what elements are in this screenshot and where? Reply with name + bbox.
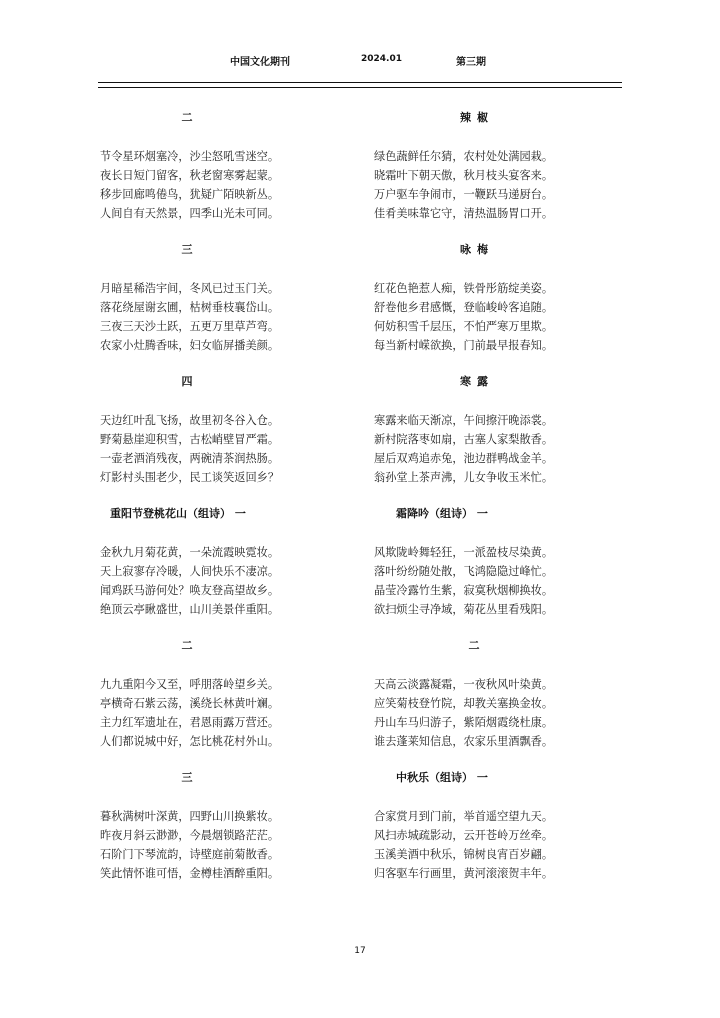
poem-line: 三夜三天沙土跃，五更万里草芦弯。 [100, 320, 280, 333]
poem-title: 二 [468, 639, 486, 652]
poem [372, 364, 632, 496]
poem-title: 二 [181, 639, 195, 652]
poem-line: 合家赏月到门前，举首遥空望九天。 [374, 810, 554, 823]
poem-line: 天高云淡露凝霜，一夜秋风叶染黄。 [374, 678, 554, 691]
poem [372, 628, 632, 760]
poem-lines [100, 411, 279, 487]
poem-line: 一壶老酒消残夜，两碗清茶润热肠。 [100, 452, 280, 465]
poem-line: 月暗星稀浩宇间，冬风已过玉门关。 [100, 282, 280, 295]
poem-line: 移步回廊鸣倦鸟，犹疑广陌映新丛。 [100, 188, 280, 201]
poem-line: 寒露来临天渐凉，午间擦汗晚添裳。 [374, 414, 554, 427]
poem-title: 辣椒 [460, 111, 494, 124]
poem-line: 落花绕屋谢玄圃，枯树垂枝襄岱山。 [100, 301, 280, 314]
poem [372, 100, 632, 232]
poem-line: 人间自有天然景，四季山光未可同。 [100, 207, 280, 220]
poem-line: 野菊悬崖迎积雪，古松峭壁冒严霜。 [100, 433, 280, 446]
poem-line: 欲扫烦尘寻净域，菊花丛里看残阳。 [374, 603, 554, 616]
poem-line: 暮秋满树叶深黄，四野山川换紫妆。 [100, 810, 280, 823]
poem-lines [374, 279, 553, 355]
poem-line: 人们都说城中好，怎比桃花村外山。 [100, 735, 280, 748]
poem-lines [100, 675, 279, 751]
poem [372, 760, 632, 892]
poem-line: 笑此情怀谁可悟，金樽桂酒醉重阳。 [100, 867, 280, 880]
poem-title: 霜降吟（组诗） 一 [396, 507, 488, 520]
poem-line: 翁孙堂上茶声沸，儿女争收玉米忙。 [374, 471, 554, 484]
poem-line: 节令星环烟塞冷，沙尘怒吼雪迷空。 [100, 150, 280, 163]
poem-line: 昨夜月斜云渺渺，今晨烟锁路茫茫。 [100, 829, 280, 842]
poem-line: 屋后双鸡追赤兔，池边群鸭战金羊。 [374, 452, 554, 465]
poem-line: 佳肴美味靠它守，清热温肠胃口开。 [374, 207, 554, 220]
poem-line: 亭横奇石紫云荡，溪绕长林黄叶斓。 [100, 697, 280, 710]
poem [372, 496, 632, 628]
poem-line: 绿色蔬鲜任尔猜，农村处处满园栽。 [374, 150, 554, 163]
poem-line: 每当新村嵘欲换，门前最早报春知。 [374, 339, 554, 352]
poem-line: 归客驱车行画里，黄河滚滚贺丰年。 [374, 867, 554, 880]
poem-line: 晓霜叶下朝天傲，秋月枝头宴客来。 [374, 169, 554, 182]
poem-line: 谁去蓬莱知信息，农家乐里酒飘香。 [374, 735, 554, 748]
poem-title: 四 [181, 375, 195, 388]
issue-date: 2024.01 [361, 54, 402, 64]
poem-title: 中秋乐（组诗） 一 [396, 771, 488, 784]
poem-line: 舒卷他乡君感慨，登临峻岭客追随。 [374, 301, 554, 314]
poem [98, 364, 358, 496]
poem-title: 三 [181, 243, 195, 256]
poem-line: 农家小灶腾香味，妇女临屏播美颜。 [100, 339, 280, 352]
poem-title: 重阳节登桃花山（组诗） 一 [110, 507, 246, 520]
poem [372, 232, 632, 364]
poem-line: 晶莹冷露竹生紫，寂寞秋烟柳换妆。 [374, 584, 554, 597]
poem-lines [374, 147, 553, 223]
running-header [0, 53, 720, 69]
poem-title: 咏梅 [460, 243, 494, 256]
poem-lines [100, 543, 279, 619]
journal-title: 中国文化期刊 [230, 57, 290, 68]
poem [98, 496, 358, 628]
poem [98, 760, 358, 892]
poem-lines [100, 147, 279, 223]
poem-line: 金秋九月菊花黄，一朵流霞映霓妆。 [100, 546, 280, 559]
poem-line: 天边红叶乱飞扬，故里初冬谷入仓。 [100, 414, 280, 427]
poem-line: 九九重阳今又至，呼朋落岭望乡关。 [100, 678, 280, 691]
poem [98, 100, 358, 232]
poem-title: 寒露 [460, 375, 494, 388]
poem-line: 丹山车马归游子，紫陌烟霞绕杜康。 [374, 716, 554, 729]
poem-line: 闻鸡跃马游何处？唤友登高望故乡。 [100, 584, 280, 597]
poem-line: 风欺陇岭舞轻狂，一派盈枝尽染黄。 [374, 546, 554, 559]
poem-line: 万户驱车争闹市，一鞭跃马递厨台。 [374, 188, 554, 201]
issue-number: 第三期 [456, 57, 486, 68]
poem-line: 应笑菊枝登竹院，却教关塞换金妆。 [374, 697, 554, 710]
right-column [372, 100, 632, 892]
poem-line: 落叶纷纷随处散，飞鸿隐隐过峰忙。 [374, 565, 554, 578]
header-rule-thick [98, 82, 622, 83]
poem-line: 石阶门下琴流韵，诗壁庭前菊散香。 [100, 848, 280, 861]
poem-line: 风扫赤城疏影动，云开苍岭万丝牵。 [374, 829, 554, 842]
poem-title: 二 [181, 111, 195, 124]
poem [98, 232, 358, 364]
poem-lines [374, 543, 553, 619]
poem-line: 新村院落枣如扇，古塞人家梨散香。 [374, 433, 554, 446]
poem-title: 三 [181, 771, 195, 784]
poem-lines [374, 675, 553, 751]
poem-lines [100, 807, 279, 883]
poem-line: 主力红军遗址在，君恩雨露万营还。 [100, 716, 280, 729]
poem [98, 628, 358, 760]
poem-lines [374, 807, 553, 883]
poem-lines [100, 279, 279, 355]
poem-line: 玉溪美酒中秋乐，锦树良宵百岁翩。 [374, 848, 554, 861]
poem-line: 何妨积雪千层压，不怕严寒万里欺。 [374, 320, 554, 333]
poem-line: 绝顶云亭瞅盛世，山川美景伴重阳。 [100, 603, 280, 616]
poem-lines [374, 411, 553, 487]
poem-line: 夜长日短门留客，秋老窗寒雾起蒙。 [100, 169, 280, 182]
poem-line: 天上寂寥存冷暖，人间快乐不凄凉。 [100, 565, 280, 578]
page-number: 17 [354, 946, 366, 956]
left-column [98, 100, 358, 892]
poem-line: 红花色艳惹人痴，铁骨彤筋绽美姿。 [374, 282, 554, 295]
poem-line: 灯影村头围老少，民工谈笑返回乡？ [100, 471, 280, 484]
header-rule-thin [98, 87, 622, 88]
